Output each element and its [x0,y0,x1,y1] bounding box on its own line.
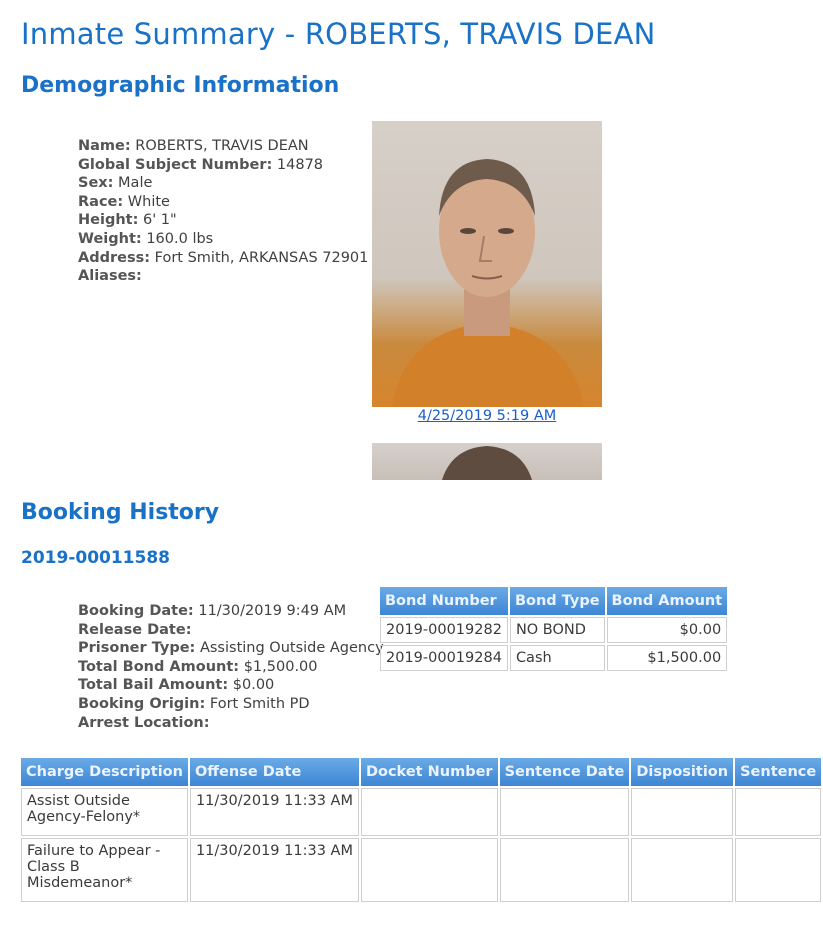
bond-type-cell: NO BOND [510,617,605,643]
charges-table [19,756,823,904]
charge-description-cell: Failure to Appear - Class B Misdemeanor* [21,838,188,902]
disposition-header: Disposition [631,758,733,786]
booking-origin-row: Booking Origin: Fort Smith PD [78,695,310,712]
demographic-heading: Demographic Information [21,73,340,98]
bond-number-header: Bond Number [380,587,508,615]
docket-number-cell [361,838,498,902]
total-bond-row: Total Bond Amount: $1,500.00 [78,658,318,675]
offense-date-header: Offense Date [190,758,359,786]
sentence-date-cell [500,838,630,902]
table-row [380,645,727,671]
sentence-date-header: Sentence Date [500,758,630,786]
demographic-info [78,137,368,286]
docket-number-cell [361,788,498,836]
offense-date-cell: 11/30/2019 11:33 AM [190,838,359,902]
charges-header-row [21,758,821,786]
sentence-cell [735,838,821,902]
bond-number-cell: 2019-00019284 [380,645,508,671]
sentence-cell [735,788,821,836]
table-row [380,617,727,643]
bond-amount-header: Bond Amount [607,587,728,615]
charge-description-cell: Assist Outside Agency-Felony* [21,788,188,836]
prisoner-type-row: Prisoner Type: Assisting Outside Agency [78,640,384,657]
offense-date-cell: 11/30/2019 11:33 AM [190,788,359,836]
booking-number: 2019-00011588 [21,548,170,568]
subject-number-row: Global Subject Number: 14878 [78,156,324,173]
sentence-header: Sentence [735,758,821,786]
bond-table [378,585,729,673]
sex-row: Sex: Male [78,175,153,192]
height-row: Height: 6' 1" [78,212,177,229]
bond-type-header: Bond Type [510,587,605,615]
bond-number-cell: 2019-00019282 [380,617,508,643]
bond-amount-cell: $0.00 [607,617,728,643]
charge-description-header: Charge Description [21,758,188,786]
race-row: Race: White [78,193,170,210]
table-row [21,838,821,902]
address-row: Address: Fort Smith, ARKANSAS 72901 [78,249,369,266]
aliases-row: Aliases: [78,268,142,285]
release-date-row: Release Date: [78,621,192,638]
photo-date-link[interactable]: 4/25/2019 5:19 AM [417,408,557,424]
arrest-location-row: Arrest Location: [78,714,210,731]
weight-row: Weight: 160.0 lbs [78,230,214,247]
bond-amount-cell: $1,500.00 [607,645,728,671]
sentence-date-cell [500,788,630,836]
booking-heading: Booking History [21,500,220,525]
name-row: Name: ROBERTS, TRAVIS DEAN [78,138,309,154]
mugshot-photo[interactable] [372,121,602,407]
disposition-cell [631,788,733,836]
mugshot-photo-2[interactable] [372,443,602,480]
booking-info [78,602,384,732]
disposition-cell [631,838,733,902]
docket-number-header: Docket Number [361,758,498,786]
booking-date-row: Booking Date: 11/30/2019 9:49 AM [78,603,347,619]
bond-type-cell: Cash [510,645,605,671]
table-row [21,788,821,836]
total-bail-row: Total Bail Amount: $0.00 [78,677,275,694]
bond-header-row [380,587,727,615]
page-title: Inmate Summary - ROBERTS, TRAVIS DEAN [21,17,656,51]
